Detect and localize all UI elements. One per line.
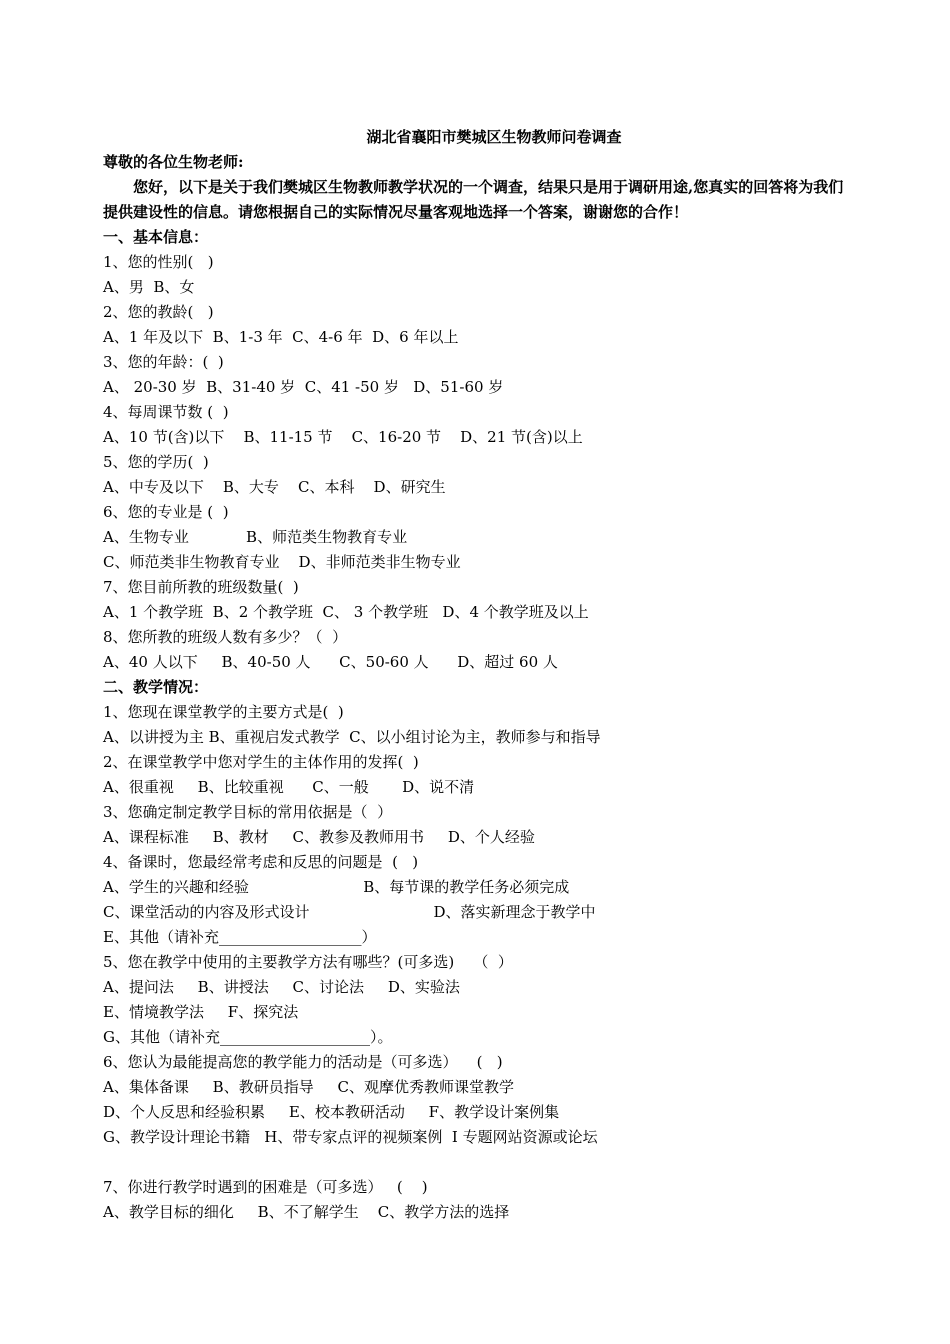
options-line: A、集体备课 B、教研员指导 C、观摩优秀教师课堂教学 [103, 1078, 515, 1096]
question-line: 2、您的教龄( ) [103, 303, 214, 321]
question-line: 1、您现在课堂教学的主要方式是( ) [103, 703, 344, 721]
question-line: 7、您目前所教的班级数量( ) [103, 578, 299, 596]
options-line: A、1 年及以下 B、1-3 年 C、4-6 年 D、6 年以上 [103, 328, 459, 346]
options-line: C、课堂活动的内容及形式设计 D、落实新理念于教学中 [103, 903, 596, 921]
greeting: 尊敬的各位生物老师: [103, 153, 244, 171]
options-line: G、教学设计理论书籍 H、带专家点评的视频案例 I 专题网站资源或论坛 [103, 1128, 598, 1146]
options-line: A、生物专业 B、师范类生物教育专业 [103, 528, 408, 546]
options-line: D、个人反思和经验积累 E、校本教研活动 F、教学设计案例集 [103, 1103, 560, 1121]
options-line: E、情境教学法 F、探究法 [103, 1003, 299, 1021]
options-line: A、课程标准 B、教材 C、教参及教师用书 D、个人经验 [103, 828, 535, 846]
options-line: A、1 个教学班 B、2 个教学班 C、 3 个教学班 D、4 个教学班及以上 [103, 603, 589, 621]
section-heading-basic-info: 一、基本信息： [103, 228, 209, 246]
blank-line [103, 1150, 855, 1175]
options-line: A、提问法 B、讲授法 C、讨论法 D、实验法 [103, 978, 460, 996]
question-line: 7、你进行教学时遇到的困难是（可多选） ( ) [103, 1178, 428, 1196]
question-line: 5、您在教学中使用的主要教学方法有哪些？(可多选) （ ） [103, 953, 513, 971]
section-heading-teaching: 二、教学情况： [103, 678, 209, 696]
options-line: A、男 B、女 [103, 278, 195, 296]
question-line: 3、您确定制定教学目标的常用依据是（ ） [103, 803, 393, 821]
options-line: A、40 人以下 B、40-50 人 C、50-60 人 D、超过 60 人 [103, 653, 558, 671]
intro-paragraph: 您好，以下是关于我们樊城区生物教师教学状况的一个调查，结果只是用于调研用途,您真实的回答将为我们提供建设性的信息。请您根据自己的实际情况尽量客观地选择一个答案，谢谢您的合作！ [103, 178, 844, 221]
document-page [103, 124, 855, 1225]
question-line: 3、您的年龄：( ) [103, 353, 224, 371]
question-line: 1、您的性别( ) [103, 253, 214, 271]
options-line: C、师范类非生物教育专业 D、非师范类非生物专业 [103, 553, 461, 571]
options-line: A、学生的兴趣和经验 B、每节课的教学任务必须完成 [103, 878, 570, 896]
section-teaching [103, 700, 855, 1225]
question-line: 6、您认为最能提高您的教学能力的活动是（可多选） ( ) [103, 1053, 503, 1071]
options-line: A、以讲授为主 B、重视启发式教学 C、以小组讨论为主，教师参与和指导 [103, 728, 601, 746]
options-line: A、教学目标的细化 B、不了解学生 C、教学方法的选择 [103, 1203, 510, 1221]
page-title: 湖北省襄阳市樊城区生物教师问卷调查 [366, 128, 622, 146]
question-line: 8、您所教的班级人数有多少？（ ） [103, 628, 348, 646]
options-line: A、 20-30 岁 B、31-40 岁 C、41 -50 岁 D、51-60 岁 [103, 378, 504, 396]
question-line: 6、您的专业是 ( ) [103, 503, 229, 521]
question-line: 5、您的学历( ) [103, 453, 209, 471]
question-line: 4、备课时，您最经常考虑和反思的问题是 ( ) [103, 853, 419, 871]
section-basic-info [103, 250, 855, 675]
question-line: 2、在课堂教学中您对学生的主体作用的发挥( ) [103, 753, 419, 771]
options-line: E、其他（请补充___________________） [103, 928, 377, 946]
question-line: 4、每周课节数 ( ) [103, 403, 229, 421]
options-line: A、中专及以下 B、大专 C、本科 D、研究生 [103, 478, 446, 496]
options-line: A、10 节(含)以下 B、11-15 节 C、16-20 节 D、21 节(含)以上 [103, 428, 583, 446]
options-line: G、其他（请补充____________________）。 [103, 1028, 393, 1046]
options-line: A、很重视 B、比较重视 C、一般 D、说不清 [103, 778, 475, 796]
